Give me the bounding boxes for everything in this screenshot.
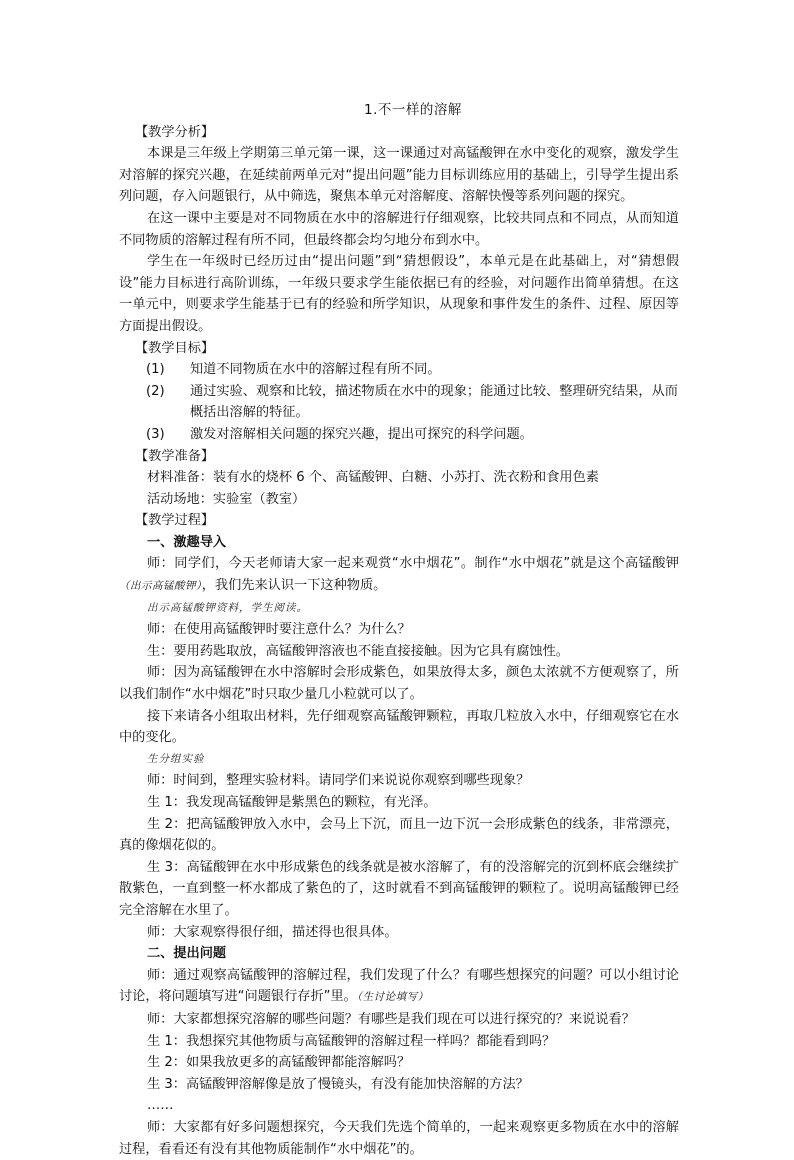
dialogue-teacher-6: 师：大家观察得很仔细，描述得也很具体。 [147, 924, 398, 940]
analysis-paragraph-2: 在这一课中主要是对不同物质在水中的溶解进行仔细观察，比较共同点和不同点，从而知道不同物质的溶解过程有所不同，但最终都会均匀地分布到水中。 [119, 210, 679, 248]
ellipsis: …… [147, 1098, 174, 1114]
part2-heading: 二、提出问题 [147, 946, 227, 962]
goal-text: 通过实验、观察和比较，描述物质在水中的现象；能通过比较、整理研究结果，从而概括出溶解的特征。 [190, 383, 678, 421]
process-heading: 【教学过程】 [135, 513, 215, 529]
dialogue-student-2: 生 1：我发现高锰酸钾是紫黑色的颗粒，有光泽。 [147, 795, 437, 810]
dialogue-student-7: 生 3：高锰酸钾溶解像是放了慢镜头，有没有能加快溶解的方法？ [147, 1076, 529, 1092]
goal-text: 知道不同物质在水中的溶解过程有所不同。 [190, 362, 441, 378]
part1-heading: 一、激趣导入 [147, 534, 227, 550]
stage-note-inline: （生讨论填写） [356, 991, 429, 1004]
goal-number: (1) [146, 362, 165, 378]
stage-note-inline: （出示高锰酸钾） [119, 580, 202, 593]
goals-heading: 【教学目标】 [135, 340, 215, 356]
analysis-heading: 【教学分析】 [135, 124, 215, 140]
analysis-paragraph-1: 本课是三年级上学期第三单元第一课，这一课通过对高锰酸钾在水中变化的观察，激发学生对溶解的探究兴趣，在延续前两单元对“提出问题”能力目标训练应用的基础上，引导学生提出系列问题，存入问题银行，从中筛选，聚焦本单元对溶解度、溶解快慢等系列问题的探究。 [119, 146, 679, 205]
dialogue-text: 师：通过观察高锰酸钾的溶解过程，我们发现了什么？有哪些想探究的问题？可以小组讨论讨论，将问题填写进“问题银行存折”里。 [119, 967, 679, 1005]
dialogue-teacher-5: 师：时间到，整理实验材料。请同学们来说说你观察到哪些现象？ [147, 773, 530, 789]
dialogue-text: 师：同学们，今天老师请大家一起来观赏“水中烟花”。制作“水中烟花”就是这个高锰酸钾 [147, 556, 679, 572]
goal-number: (2) [146, 383, 165, 399]
dialogue-student-4: 生 3：高锰酸钾在水中形成紫色的线条就是被水溶解了，有的没溶解完的沉到杯底会继续扩散紫色，一直到整一杯水都成了紫色的了，这时就看不到高锰酸钾的颗粒了。说明高锰酸钾已经完全溶解在水里了。 [119, 859, 679, 918]
dialogue-student-1: 生：要用药匙取放，高锰酸钾溶液也不能直接接触。因为它具有腐蚀性。 [147, 643, 569, 659]
prep-heading: 【教学准备】 [135, 448, 215, 464]
goal-item [119, 359, 679, 381]
document-body [119, 100, 679, 1160]
dialogue-student-3: 生 2：把高锰酸钾放入水中，会马上下沉，而且一边下沉一会形成紫色的线条，非常漂亮，真的像烟花似的。 [119, 816, 679, 854]
prep-materials: 材料准备：装有水的烧杯 6 个、高锰酸钾、白糖、小苏打、洗衣粉和食用色素 [147, 470, 599, 486]
stage-note-2: 生分组实验 [147, 752, 205, 765]
dialogue-teacher-4: 接下来请各小组取出材料，先仔细观察高锰酸钾颗粒，再取几粒放入水中，仔细观察它在水中的变化。 [119, 708, 679, 746]
dialogue-teacher-7 [119, 965, 679, 1009]
goal-text: 激发对溶解相关问题的探究兴趣，提出可探究的科学问题。 [190, 426, 533, 442]
dialogue-text: ，我们先来认识一下这种物质。 [201, 578, 387, 594]
dialogue-teacher-9: 师：大家都有好多问题想探究，今天我们先选个简单的，一起来观察更多物质在水中的溶解过程，看看还有没有其他物质能制作“水中烟花”的。 [119, 1119, 679, 1157]
goal-item [119, 424, 679, 446]
goal-number: (3) [146, 426, 165, 442]
stage-note-1: 出示高锰酸钾资料，学生阅读。 [147, 601, 308, 614]
goal-item [119, 381, 679, 424]
analysis-paragraph-3: 学生在一年级时已经历过由“提出问题”到“猜想假设”，本单元是在此基础上，对“猜想假设”能力目标进行高阶训练，一年级只要求学生能依据已有的经验，对问题作出简单猜想。在这一单元中，则要求学生能基于已有的经验和所学知识，从现象和事件发生的条件、过程、原因等方面提出假设。 [119, 254, 679, 334]
prep-place: 活动场地：实验室（教室） [147, 491, 306, 507]
dialogue-teacher-2: 师：在使用高锰酸钾时要注意什么？为什么？ [147, 622, 411, 638]
page-title: 1.不一样的溶解 [364, 102, 462, 118]
dialogue-teacher-3: 师：因为高锰酸钾在水中溶解时会形成紫色，如果放得太多，颜色太浓就不方便观察了，所以我们制作“水中烟花”时只取少量几小粒就可以了。 [119, 665, 679, 703]
dialogue-student-6: 生 2：如果我放更多的高锰酸钾都能溶解吗？ [147, 1055, 411, 1071]
dialogue-teacher-8: 师：大家都想探究溶解的哪些问题？有哪些是我们现在可以进行探究的？来说说看？ [147, 1011, 635, 1027]
dialogue-teacher-1 [119, 553, 679, 597]
dialogue-student-5: 生 1：我想探究其他物质与高锰酸钾的溶解过程一样吗？都能看到吗？ [147, 1033, 556, 1049]
